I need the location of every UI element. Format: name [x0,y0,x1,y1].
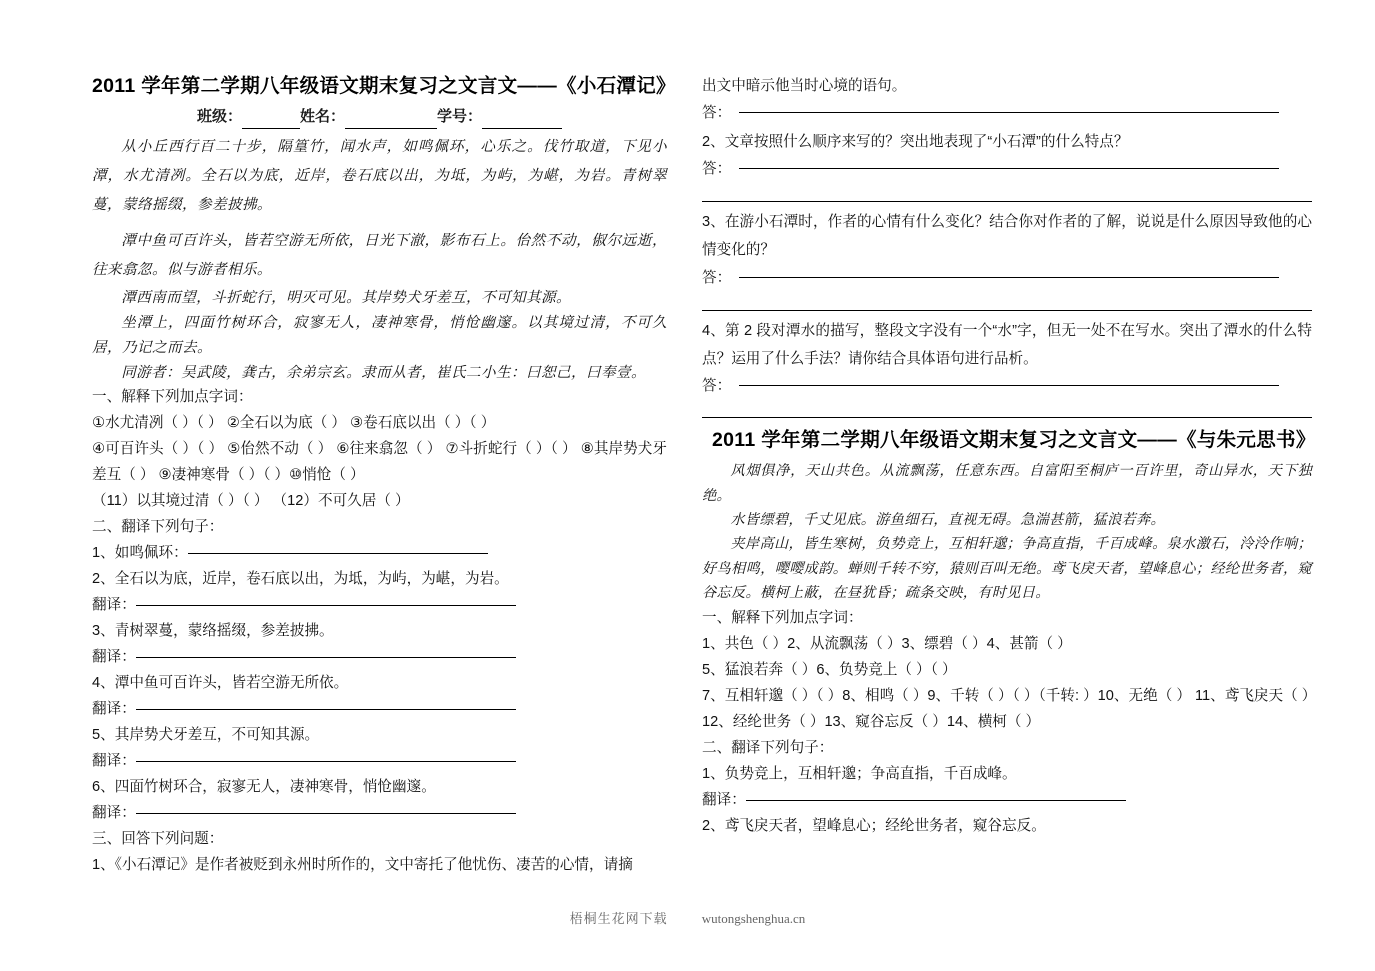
section-translation-left [92,515,667,827]
answer-rule[interactable] [136,605,516,606]
answer-rule[interactable] [739,385,1279,386]
vocab-line[interactable]: 1、共色（ ）2、从流飘荡（ ）3、缥碧（ ）4、甚箭（ ） [702,635,1072,652]
answer-label: 翻译： [92,648,136,665]
passage-paragraph: 同游者：吴武陵，龚古，余弟宗玄。隶而从者，崔氏二小生：曰恕己，曰奉壹。 [121,364,646,382]
item-number: 2、 [92,571,115,588]
passage-xiaoshitanji-2 [92,227,667,284]
question-1-continued-block [702,72,1312,418]
item-sentence: 如鸣佩环： [114,545,188,562]
answer-rule[interactable] [136,813,516,814]
answer-rule[interactable] [739,112,1279,113]
class-label: 班级： [196,108,242,126]
answer-row [702,265,1312,293]
item-sentence: 鸢飞戾天者，望峰息心；经纶世务者，窥谷忘反。 [724,817,1046,834]
translate-item [92,671,667,697]
name-blank[interactable] [345,113,437,130]
answer-row [702,156,1312,184]
section-heading: 二、翻译下列句子： [702,739,834,756]
page-title-right: 2011 学年第二学期八年级语文期末复习之文言文——《与朱元思书》 [712,428,1316,451]
left-column [92,72,676,879]
answer-row [702,373,1312,401]
passage-paragraph: 水皆缥碧，千丈见底。游鱼细石，直视无碍。急湍甚箭，猛浪若奔。 [730,512,1166,529]
item-sentence: 负势竞上，互相轩邈；争高直指，千百成峰。 [724,765,1017,782]
section-heading: 二、翻译下列句子： [92,519,224,536]
item-sentence: 其岸势犬牙差互，不可知其源。 [114,726,320,743]
vocab-line[interactable]: 5、猛浪若奔（ ）6、负势竞上（ ）（ ） [702,661,957,678]
answer-rule[interactable] [702,201,1312,202]
translate-answer [92,749,667,775]
number-label: 学号： [437,108,483,126]
item-number: 1、 [702,765,725,782]
passage-paragraph: 从小丘西行百二十步，隔篁竹，闻水声，如鸣佩环，心乐之。伐竹取道，下见小潭，水尤清冽。全石以为底，近岸，卷石底以出，为坻，为屿，为嵁，为岩。青树翠蔓，蒙络摇缀，参差披拂。 [92,138,667,213]
item-number: 6、 [92,778,115,795]
question-2: 2、文章按照什么顺序来写的？突出地表现了“小石潭”的什么特点？ [702,133,1129,150]
section-heading: 一、解释下列加点字词： [702,609,863,626]
answer-rule[interactable] [136,657,516,658]
answer-label: 翻译： [92,752,136,769]
passage-paragraph: 潭西南而望，斗折蛇行，明灭可见。其岸势犬牙差互，不可知其源。 [121,288,572,306]
answer-label: 翻译： [92,597,136,614]
item-number: 2、 [702,817,725,834]
item-number: 4、 [92,674,115,691]
item-sentence: 潭中鱼可百许头，皆若空游无所依。 [114,674,349,691]
question-4: 4、第 2 段对潭水的描写，整段文字没有一个“水”字，但无一处不在写水。突出了潭水的什么特点？运用了什么手法？请你结合具体语句进行品析。 [702,323,1312,368]
question-1-continued: 出文中暗示他当时心境的语句。 [702,78,907,94]
page-footer [0,908,1375,927]
item-sentence: 全石以为底，近岸，卷石底以出，为坻，为屿，为嵁，为岩。 [114,571,509,588]
translate-item [702,762,1312,788]
answer-rule[interactable] [136,761,516,762]
translate-answer [92,697,667,723]
item-number: 3、 [92,623,115,640]
passage-paragraph: 夹岸高山，皆生寒树，负势竞上，互相轩邈；争高直指，千百成峰。泉水激石，泠泠作响；好鸟相鸣，嘤嘤成韵。蝉则千转不穷，猿则百叫无绝。鸢飞戾天者，望峰息心；经纶世务者，窥谷忘反。横柯上蔽，在昼犹昏；疏条交映，有时见日。 [702,536,1312,602]
right-column [702,72,1317,839]
item-number: 5、 [92,726,115,743]
answer-rule[interactable] [739,168,1279,169]
question-1: 1、《小石潭记》是作者被贬到永州时所作的，文中寄托了他忧伤、凄苦的心情，请摘 [92,856,633,873]
passage-xiaoshitanji [92,133,667,219]
passage-yuzhuyuansishu [702,459,1312,606]
answer-label: 答： [702,269,732,286]
answer-row [702,100,1312,128]
translate-item [92,541,667,567]
class-blank[interactable] [242,113,300,130]
passage-paragraph: 潭中鱼可百许头，皆若空游无所依，日光下澈，影布石上。佁然不动，俶尔远逝，往来翕忽。似与游者相乐。 [92,232,667,279]
page-title-left: 2011 学年第二学期八年级语文期末复习之文言文——《小石潭记》 [92,75,676,97]
question-3: 3、在游小石潭时，作者的心情有什么变化？结合你对作者的了解，说说是什么原因导致他的心情变化的？ [702,214,1312,259]
item-sentence: 青树翠蔓，蒙络摇缀，参差披拂。 [114,623,334,640]
section-questions-left [92,827,667,879]
vocab-line[interactable]: （11）以其境过清（ ）（ ） （12）不可久居（ ） [92,493,410,510]
answer-rule[interactable] [746,800,1126,801]
footer-site-name: 梧桐生花网下载 [569,911,668,926]
translate-answer [92,801,667,827]
vocab-line[interactable]: ①水尤清冽（ ）（ ） ②全石以为底（ ） ③卷石底以出（ ）（ ） [92,415,496,432]
section-vocabulary-right [702,606,1317,736]
translate-item [92,775,667,801]
answer-label: 翻译： [702,791,746,808]
translate-answer [92,645,667,671]
student-info-row [92,105,667,129]
vocab-line[interactable]: ④可百许头（ ）（ ） ⑤佁然不动（ ） ⑥往来翕忽（ ） ⑦斗折蛇行（ ）（ ） ⑧其岸势犬牙差互（ ） ⑨凄神寒骨（ ）（ ）⑩悄怆（ ） [92,441,667,484]
translate-item [92,723,667,749]
translate-answer [92,593,667,619]
answer-label: 答： [702,378,732,395]
translate-item [92,619,667,645]
answer-label: 翻译： [92,804,136,821]
passage-paragraph: 风烟俱净，天山共色。从流飘荡，任意东西。自富阳至桐庐一百许里，奇山异水，天下独绝。 [702,463,1312,504]
translate-item [702,814,1312,840]
answer-label: 答： [702,160,732,177]
item-number: 1、 [92,545,115,562]
section-heading: 一、解释下列加点字词： [92,389,253,406]
answer-label: 翻译： [92,700,136,717]
section-heading: 三、回答下列问题： [92,830,224,847]
number-blank[interactable] [482,113,562,130]
section-translation-right [702,736,1312,840]
section-vocabulary-left [92,385,667,515]
answer-rule[interactable] [136,709,516,710]
name-label: 姓名： [299,108,345,126]
translate-answer [702,788,1312,814]
vocab-line[interactable]: 12、经纶世务（ ）13、窥谷忘反（ ）14、横柯（ ） [702,713,1041,730]
answer-rule[interactable] [739,277,1279,278]
answer-rule[interactable] [188,553,488,554]
answer-rule[interactable] [702,310,1312,311]
answer-label: 答： [702,105,732,122]
item-sentence: 四面竹树环合，寂寥无人，凄神寒骨，悄怆幽邃。 [114,778,436,795]
passage-xiaoshitanji-rest [92,285,667,385]
vocab-line[interactable]: 7、互相轩邈（ ）（ ）8、相鸣（ ）9、千转（ ）（ ）（千转: ）10、无绝（ ） 11、鸢飞戾天（ ） [702,687,1317,704]
section-divider [702,417,1312,418]
translate-item [92,567,667,593]
passage-paragraph: 坐潭上，四面竹树环合，寂寥无人，凄神寒骨，悄怆幽邃。以其境过清，不可久居，乃记之而去。 [92,314,667,357]
footer-site-url: wutongshenghua.cn [701,911,806,926]
